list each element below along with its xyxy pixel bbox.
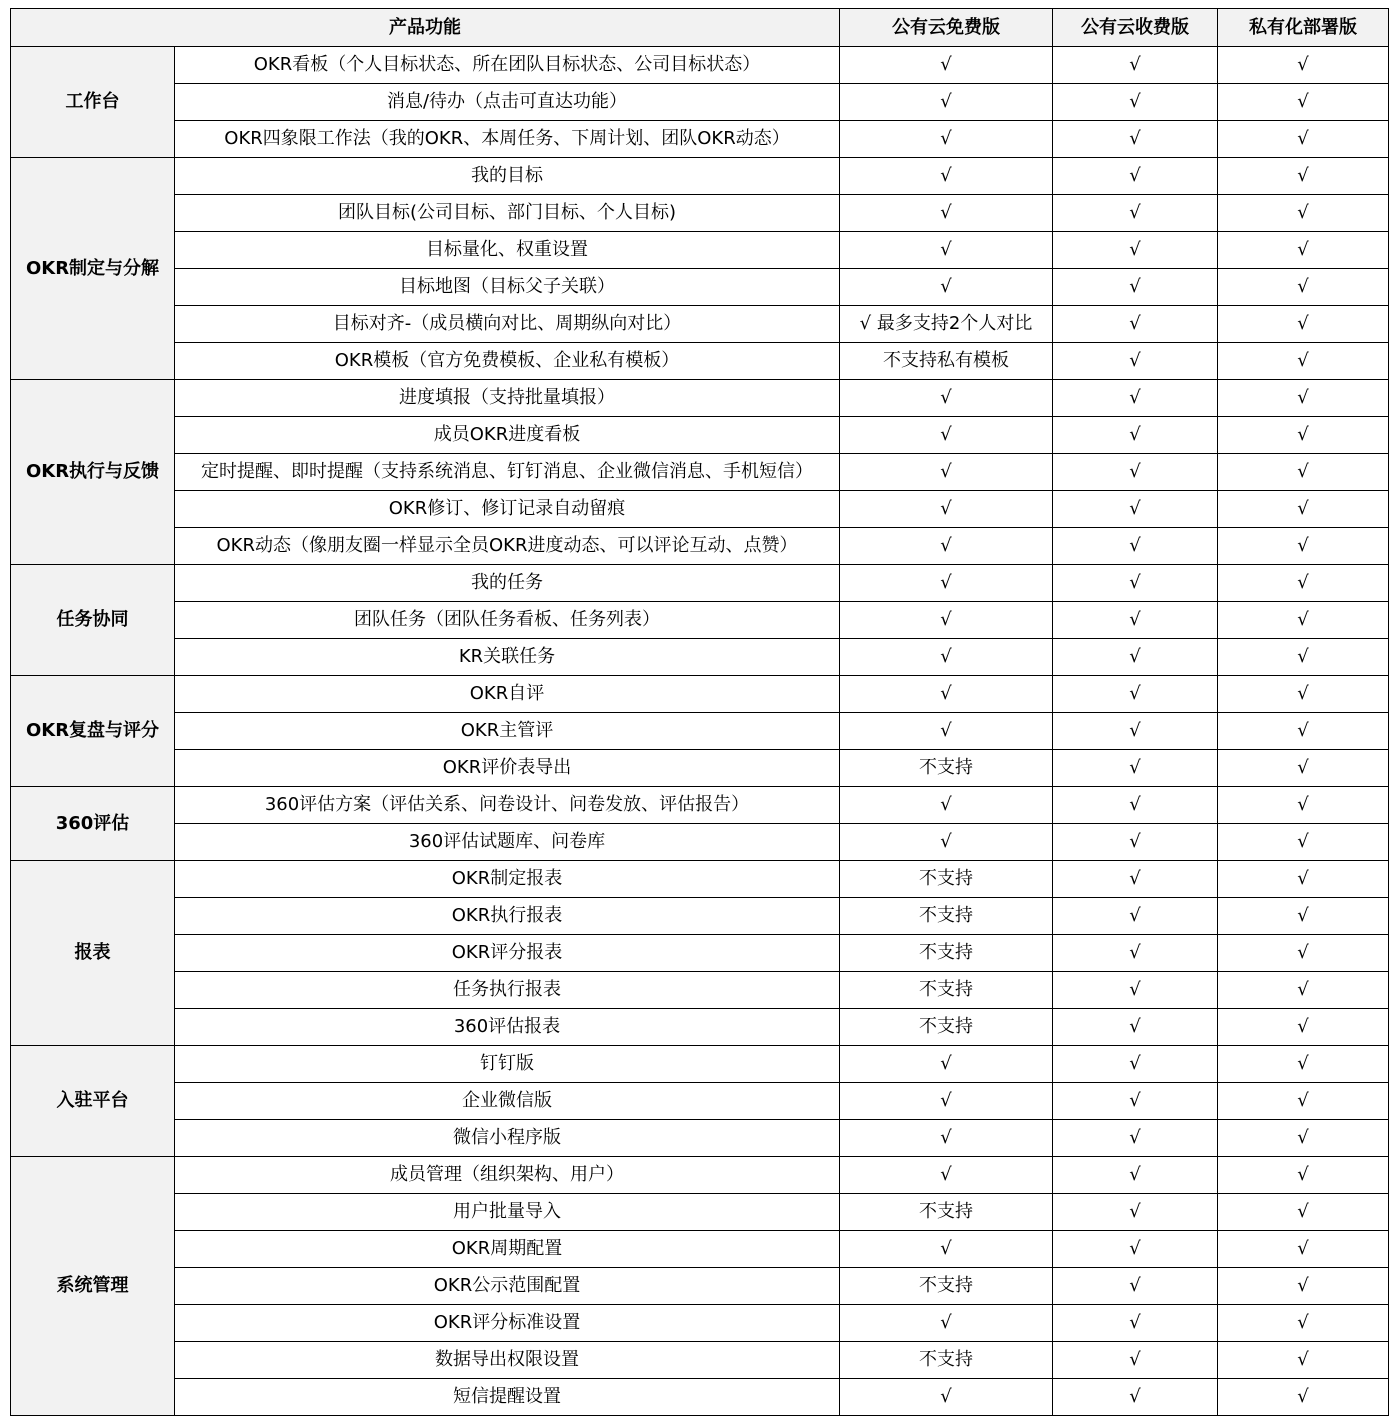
private-deployment-cell: √ (1218, 158, 1389, 195)
public-cloud-free-cell: √ (840, 713, 1053, 750)
table-row (11, 824, 1389, 861)
table-row (11, 306, 1389, 343)
feature-cell: OKR四象限工作法（我的OKR、本周任务、下周计划、团队OKR动态） (175, 121, 840, 158)
public-cloud-free-cell: √ 最多支持2个人对比 (840, 306, 1053, 343)
private-deployment-cell: √ (1218, 454, 1389, 491)
public-cloud-paid-cell: √ (1053, 47, 1218, 84)
feature-cell: 钉钉版 (175, 1046, 840, 1083)
table-row (11, 84, 1389, 121)
public-cloud-paid-cell: √ (1053, 417, 1218, 454)
private-deployment-cell: √ (1218, 491, 1389, 528)
table-row (11, 935, 1389, 972)
feature-cell: 团队目标(公司目标、部门目标、个人目标) (175, 195, 840, 232)
private-deployment-cell: √ (1218, 1046, 1389, 1083)
feature-cell: OKR动态（像朋友圈一样显示全员OKR进度动态、可以评论互动、点赞） (175, 528, 840, 565)
table-row (11, 713, 1389, 750)
table-row (11, 158, 1389, 195)
public-cloud-paid-cell: √ (1053, 1046, 1218, 1083)
feature-cell: OKR执行报表 (175, 898, 840, 935)
category-cell: OKR制定与分解 (11, 158, 175, 380)
public-cloud-paid-cell: √ (1053, 121, 1218, 158)
public-cloud-free-cell: √ (840, 380, 1053, 417)
table-row (11, 454, 1389, 491)
private-deployment-cell: √ (1218, 676, 1389, 713)
table-row (11, 1268, 1389, 1305)
table-row (11, 676, 1389, 713)
table-row (11, 195, 1389, 232)
feature-cell: 目标量化、权重设置 (175, 232, 840, 269)
feature-cell: 用户批量导入 (175, 1194, 840, 1231)
public-cloud-paid-cell: √ (1053, 269, 1218, 306)
table-row (11, 232, 1389, 269)
public-cloud-free-cell: 不支持 (840, 898, 1053, 935)
private-deployment-cell: √ (1218, 343, 1389, 380)
private-deployment-cell: √ (1218, 1194, 1389, 1231)
public-cloud-paid-cell: √ (1053, 1083, 1218, 1120)
public-cloud-paid-cell: √ (1053, 1379, 1218, 1416)
public-cloud-free-cell: √ (840, 528, 1053, 565)
public-cloud-free-cell: √ (840, 1046, 1053, 1083)
table-row (11, 787, 1389, 824)
feature-cell: OKR模板（官方免费模板、企业私有模板） (175, 343, 840, 380)
private-deployment-cell: √ (1218, 232, 1389, 269)
public-cloud-free-cell: √ (840, 47, 1053, 84)
table-body (11, 47, 1389, 1416)
private-deployment-cell: √ (1218, 1120, 1389, 1157)
public-cloud-paid-cell: √ (1053, 639, 1218, 676)
private-deployment-cell: √ (1218, 1342, 1389, 1379)
private-deployment-cell: √ (1218, 380, 1389, 417)
public-cloud-paid-cell: √ (1053, 84, 1218, 121)
private-deployment-cell: √ (1218, 1083, 1389, 1120)
public-cloud-free-cell: √ (840, 121, 1053, 158)
public-cloud-free-cell: √ (840, 1305, 1053, 1342)
public-cloud-free-cell: √ (840, 491, 1053, 528)
private-deployment-cell: √ (1218, 1268, 1389, 1305)
feature-cell: 目标地图（目标父子关联） (175, 269, 840, 306)
feature-cell: OKR制定报表 (175, 861, 840, 898)
feature-cell: 成员OKR进度看板 (175, 417, 840, 454)
table-row (11, 1046, 1389, 1083)
header-feature: 产品功能 (11, 9, 840, 47)
public-cloud-paid-cell: √ (1053, 528, 1218, 565)
table-row (11, 121, 1389, 158)
category-cell: OKR执行与反馈 (11, 380, 175, 565)
table-row (11, 565, 1389, 602)
public-cloud-paid-cell: √ (1053, 158, 1218, 195)
public-cloud-paid-cell: √ (1053, 898, 1218, 935)
public-cloud-paid-cell: √ (1053, 1194, 1218, 1231)
public-cloud-paid-cell: √ (1053, 1305, 1218, 1342)
public-cloud-paid-cell: √ (1053, 602, 1218, 639)
table-row (11, 861, 1389, 898)
public-cloud-paid-cell: √ (1053, 935, 1218, 972)
category-cell: 任务协同 (11, 565, 175, 676)
feature-cell: 360评估方案（评估关系、问卷设计、问卷发放、评估报告） (175, 787, 840, 824)
feature-cell: OKR自评 (175, 676, 840, 713)
public-cloud-free-cell: 不支持 (840, 1009, 1053, 1046)
table-row (11, 750, 1389, 787)
private-deployment-cell: √ (1218, 787, 1389, 824)
public-cloud-paid-cell: √ (1053, 713, 1218, 750)
feature-cell: OKR周期配置 (175, 1231, 840, 1268)
private-deployment-cell: √ (1218, 1231, 1389, 1268)
header-public-cloud-free: 公有云免费版 (840, 9, 1053, 47)
public-cloud-free-cell: 不支持 (840, 750, 1053, 787)
table-row (11, 269, 1389, 306)
public-cloud-paid-cell: √ (1053, 343, 1218, 380)
feature-cell: 目标对齐-（成员横向对比、周期纵向对比） (175, 306, 840, 343)
private-deployment-cell: √ (1218, 306, 1389, 343)
public-cloud-free-cell: √ (840, 1120, 1053, 1157)
public-cloud-free-cell: √ (840, 639, 1053, 676)
feature-cell: 消息/待办（点击可直达功能） (175, 84, 840, 121)
private-deployment-cell: √ (1218, 602, 1389, 639)
public-cloud-paid-cell: √ (1053, 232, 1218, 269)
category-cell: 入驻平台 (11, 1046, 175, 1157)
feature-cell: OKR看板（个人目标状态、所在团队目标状态、公司目标状态） (175, 47, 840, 84)
public-cloud-free-cell: √ (840, 269, 1053, 306)
private-deployment-cell: √ (1218, 269, 1389, 306)
public-cloud-free-cell: √ (840, 602, 1053, 639)
table-row (11, 898, 1389, 935)
public-cloud-paid-cell: √ (1053, 861, 1218, 898)
private-deployment-cell: √ (1218, 565, 1389, 602)
public-cloud-paid-cell: √ (1053, 306, 1218, 343)
table-row (11, 639, 1389, 676)
public-cloud-free-cell: √ (840, 1379, 1053, 1416)
feature-cell: 我的目标 (175, 158, 840, 195)
public-cloud-free-cell: √ (840, 232, 1053, 269)
feature-cell: 360评估报表 (175, 1009, 840, 1046)
public-cloud-free-cell: 不支持 (840, 861, 1053, 898)
feature-cell: 数据导出权限设置 (175, 1342, 840, 1379)
public-cloud-free-cell: 不支持 (840, 935, 1053, 972)
public-cloud-paid-cell: √ (1053, 1231, 1218, 1268)
table-row (11, 1157, 1389, 1194)
private-deployment-cell: √ (1218, 861, 1389, 898)
feature-comparison-table (10, 8, 1389, 1416)
public-cloud-paid-cell: √ (1053, 824, 1218, 861)
feature-cell: OKR评分报表 (175, 935, 840, 972)
public-cloud-free-cell: 不支持私有模板 (840, 343, 1053, 380)
public-cloud-paid-cell: √ (1053, 750, 1218, 787)
public-cloud-paid-cell: √ (1053, 1342, 1218, 1379)
private-deployment-cell: √ (1218, 972, 1389, 1009)
table-row (11, 1120, 1389, 1157)
category-cell: 系统管理 (11, 1157, 175, 1416)
public-cloud-free-cell: √ (840, 84, 1053, 121)
feature-cell: 团队任务（团队任务看板、任务列表） (175, 602, 840, 639)
public-cloud-paid-cell: √ (1053, 1120, 1218, 1157)
table-row (11, 1083, 1389, 1120)
header-row (11, 9, 1389, 47)
feature-cell: OKR主管评 (175, 713, 840, 750)
feature-cell: 进度填报（支持批量填报） (175, 380, 840, 417)
public-cloud-paid-cell: √ (1053, 1157, 1218, 1194)
table-row (11, 972, 1389, 1009)
public-cloud-free-cell: 不支持 (840, 972, 1053, 1009)
feature-cell: 任务执行报表 (175, 972, 840, 1009)
private-deployment-cell: √ (1218, 935, 1389, 972)
table-row (11, 1342, 1389, 1379)
private-deployment-cell: √ (1218, 1379, 1389, 1416)
table-row (11, 1379, 1389, 1416)
public-cloud-paid-cell: √ (1053, 676, 1218, 713)
private-deployment-cell: √ (1218, 750, 1389, 787)
public-cloud-free-cell: 不支持 (840, 1194, 1053, 1231)
feature-cell: 360评估试题库、问卷库 (175, 824, 840, 861)
feature-cell: 成员管理（组织架构、用户） (175, 1157, 840, 1194)
public-cloud-free-cell: √ (840, 1231, 1053, 1268)
public-cloud-free-cell: √ (840, 1157, 1053, 1194)
category-cell: OKR复盘与评分 (11, 676, 175, 787)
category-cell: 报表 (11, 861, 175, 1046)
private-deployment-cell: √ (1218, 1157, 1389, 1194)
feature-cell: 企业微信版 (175, 1083, 840, 1120)
public-cloud-free-cell: √ (840, 417, 1053, 454)
table-row (11, 1231, 1389, 1268)
private-deployment-cell: √ (1218, 195, 1389, 232)
private-deployment-cell: √ (1218, 121, 1389, 158)
table-row (11, 47, 1389, 84)
feature-cell: OKR公示范围配置 (175, 1268, 840, 1305)
private-deployment-cell: √ (1218, 1009, 1389, 1046)
public-cloud-paid-cell: √ (1053, 565, 1218, 602)
feature-cell: KR关联任务 (175, 639, 840, 676)
public-cloud-paid-cell: √ (1053, 787, 1218, 824)
public-cloud-paid-cell: √ (1053, 454, 1218, 491)
table-row (11, 491, 1389, 528)
public-cloud-free-cell: √ (840, 1083, 1053, 1120)
table-row (11, 1305, 1389, 1342)
public-cloud-free-cell: √ (840, 565, 1053, 602)
private-deployment-cell: √ (1218, 639, 1389, 676)
public-cloud-paid-cell: √ (1053, 1268, 1218, 1305)
public-cloud-free-cell: √ (840, 454, 1053, 491)
table-row (11, 1009, 1389, 1046)
table-row (11, 602, 1389, 639)
category-cell: 360评估 (11, 787, 175, 861)
public-cloud-free-cell: 不支持 (840, 1342, 1053, 1379)
private-deployment-cell: √ (1218, 824, 1389, 861)
feature-cell: 定时提醒、即时提醒（支持系统消息、钉钉消息、企业微信消息、手机短信） (175, 454, 840, 491)
private-deployment-cell: √ (1218, 713, 1389, 750)
feature-cell: 短信提醒设置 (175, 1379, 840, 1416)
public-cloud-free-cell: √ (840, 195, 1053, 232)
private-deployment-cell: √ (1218, 47, 1389, 84)
public-cloud-paid-cell: √ (1053, 491, 1218, 528)
public-cloud-free-cell: √ (840, 158, 1053, 195)
public-cloud-paid-cell: √ (1053, 1009, 1218, 1046)
private-deployment-cell: √ (1218, 528, 1389, 565)
table-row (11, 417, 1389, 454)
feature-cell: OKR评价表导出 (175, 750, 840, 787)
table-row (11, 528, 1389, 565)
public-cloud-free-cell: √ (840, 824, 1053, 861)
feature-cell: 我的任务 (175, 565, 840, 602)
private-deployment-cell: √ (1218, 1305, 1389, 1342)
table-row (11, 343, 1389, 380)
private-deployment-cell: √ (1218, 84, 1389, 121)
public-cloud-free-cell: √ (840, 787, 1053, 824)
public-cloud-free-cell: √ (840, 676, 1053, 713)
header-private-deployment: 私有化部署版 (1218, 9, 1389, 47)
table-row (11, 380, 1389, 417)
private-deployment-cell: √ (1218, 898, 1389, 935)
feature-cell: OKR修订、修订记录自动留痕 (175, 491, 840, 528)
public-cloud-paid-cell: √ (1053, 972, 1218, 1009)
header-public-cloud-paid: 公有云收费版 (1053, 9, 1218, 47)
category-cell: 工作台 (11, 47, 175, 158)
table-row (11, 1194, 1389, 1231)
feature-cell: OKR评分标准设置 (175, 1305, 840, 1342)
public-cloud-free-cell: 不支持 (840, 1268, 1053, 1305)
private-deployment-cell: √ (1218, 417, 1389, 454)
public-cloud-paid-cell: √ (1053, 195, 1218, 232)
public-cloud-paid-cell: √ (1053, 380, 1218, 417)
feature-cell: 微信小程序版 (175, 1120, 840, 1157)
